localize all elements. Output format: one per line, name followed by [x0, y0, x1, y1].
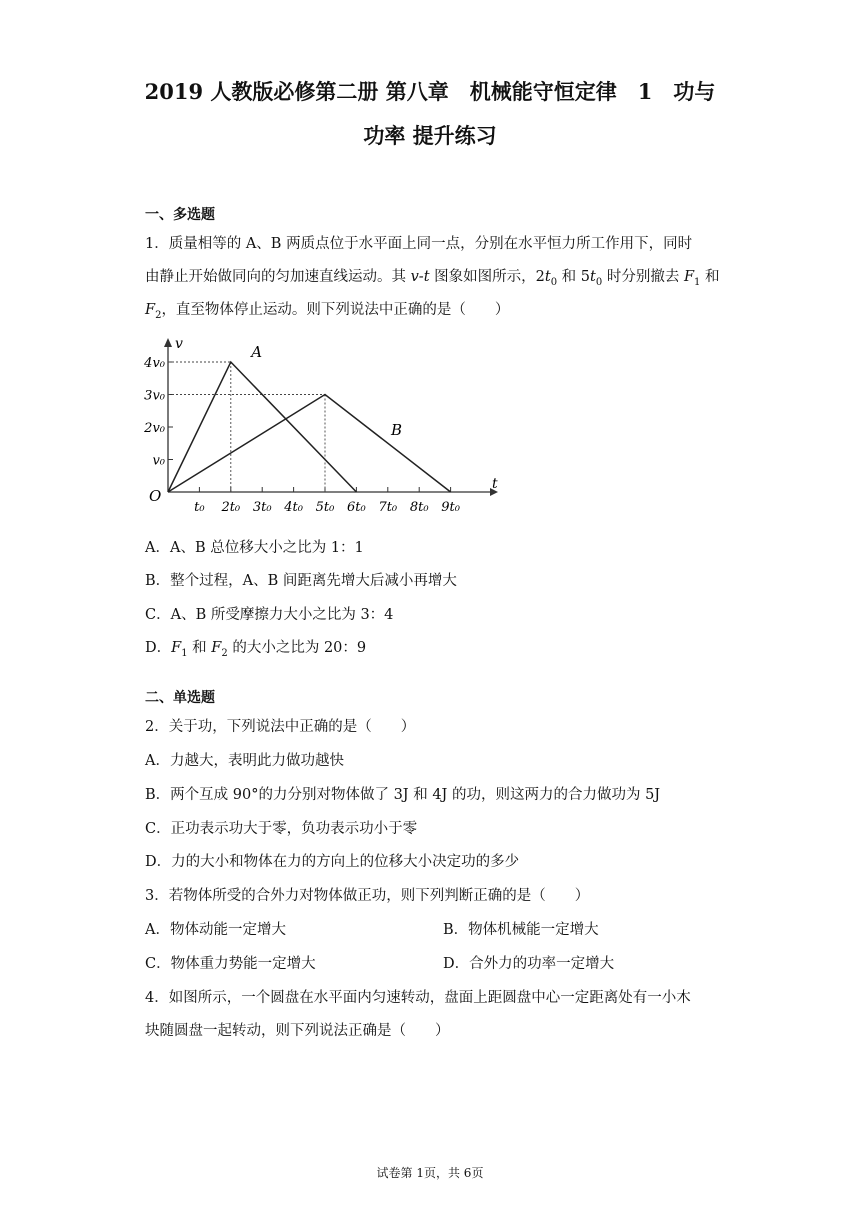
series-label-A: A [251, 343, 263, 362]
y-axis-label: v [175, 336, 183, 352]
vt-label: v-t [410, 269, 430, 285]
q2-option-a: A．力越大，表明此力做功越快 [145, 753, 344, 769]
document-title [100, 70, 760, 158]
subscript: 0 [550, 276, 558, 288]
q4-text-line1: 4．如图所示，一个圆盘在水平面内匀速转动，盘面上距圆盘中心一定距离处有一小木 [145, 990, 691, 1006]
subscript: 2 [155, 309, 162, 321]
q1-text-line1: 1．质量相等的 A、B 两质点位于水平面上同一点，分别在水平恒力所工作用下，同时 [145, 236, 693, 252]
x-tick-label: 4t₀ [284, 500, 303, 515]
q4-text-line2: 块随圆盘一起转动，则下列说法正确是（ ） [145, 1023, 450, 1039]
x-axis-label: t [492, 476, 498, 492]
subscript: 0 [595, 276, 603, 288]
q1-text-seg: ，直至物体停止运动。则下列说法中正确的是（ ） [161, 302, 510, 318]
q3-option-d: D．合外力的功率一定增大 [443, 956, 615, 972]
x-tick-label: 6t₀ [347, 500, 366, 515]
q1-option-c: C．A、B 所受摩擦力大小之比为 3：4 [145, 607, 394, 623]
q1-text-line2 [145, 265, 720, 288]
q3-option-a: A．物体动能一定增大 [145, 922, 286, 938]
q2-option-c: C．正功表示功大于零，负功表示功小于零 [145, 821, 418, 837]
series-label-B: B [390, 421, 402, 440]
q1-option-a: A．A、B 总位移大小之比为 1：1 [145, 540, 364, 556]
origin-label: O [149, 487, 162, 505]
force-symbol: F [683, 269, 695, 285]
x-tick-label: 5t₀ [315, 500, 335, 515]
q1-text-line3 [145, 298, 509, 321]
q2-stem: 2．关于功，下列说法中正确的是（ ） [145, 719, 416, 735]
section-heading-multi: 一、多选题 [145, 207, 215, 223]
y-tick-label: 4v₀ [144, 356, 165, 371]
q1-text-seg: 由静止开始做同向的匀加速直线运动。其 [145, 269, 411, 285]
series-line-A [168, 362, 356, 492]
q1-option-d-seg: D． [145, 640, 172, 656]
vt-graph [140, 335, 510, 520]
q1-text-seg: 和 [700, 269, 720, 285]
y-axis-arrow [164, 338, 172, 347]
q1-option-d [145, 636, 366, 659]
q1-option-b: B．整个过程，A、B 间距离先增大后减小再增大 [145, 573, 457, 589]
x-tick-label: 9t₀ [441, 500, 460, 515]
t-symbol: t [590, 269, 596, 285]
q2-option-b: B．两个互成 90°的力分别对物体做了 3J 和 4J 的功，则这两力的合力做功为 5J [145, 787, 661, 803]
force-symbol: F [145, 302, 156, 318]
x-tick-label: 3t₀ [252, 500, 272, 515]
y-tick-label: v₀ [152, 453, 165, 469]
y-tick-label: 2v₀ [144, 421, 165, 436]
q1-text-seg: 图象如图所示，2 [429, 269, 545, 285]
x-tick-label: 8t₀ [409, 500, 429, 515]
subscript: 1 [181, 647, 188, 659]
q1-text-seg: 时分别撤去 [602, 269, 684, 285]
subscript: 2 [221, 647, 228, 659]
t-symbol: t [544, 269, 551, 285]
title-line-2: 功率 提升练习 [363, 123, 497, 148]
subscript: 1 [694, 276, 701, 288]
x-tick-label: 2t₀ [221, 500, 241, 515]
q1-option-d-seg: 的大小之比为 20：9 [227, 640, 367, 656]
q1-text-seg: 和 5 [557, 269, 591, 285]
section-heading-single: 二、单选题 [145, 690, 215, 706]
q3-option-b: B．物体机械能一定增大 [443, 922, 599, 938]
page-footer: 试卷第 1页，共 6页 [376, 1166, 484, 1180]
force-symbol: F [171, 640, 182, 656]
y-tick-label: 3v₀ [144, 388, 165, 404]
force-symbol: F [211, 640, 222, 656]
q3-stem: 3．若物体所受的合外力对物体做正功，则下列判断正确的是（ ） [145, 888, 590, 904]
q2-option-d: D．力的大小和物体在力的方向上的位移大小决定功的多少 [145, 854, 520, 870]
q1-option-d-seg: 和 [187, 640, 212, 656]
x-tick-label: t₀ [194, 500, 205, 515]
title-line-1: 2019 人教版必修第二册 第八章 机械能守恒定律 1 功与 [144, 79, 716, 104]
q3-option-c: C．物体重力势能一定增大 [145, 956, 316, 972]
x-tick-label: 7t₀ [378, 500, 398, 515]
